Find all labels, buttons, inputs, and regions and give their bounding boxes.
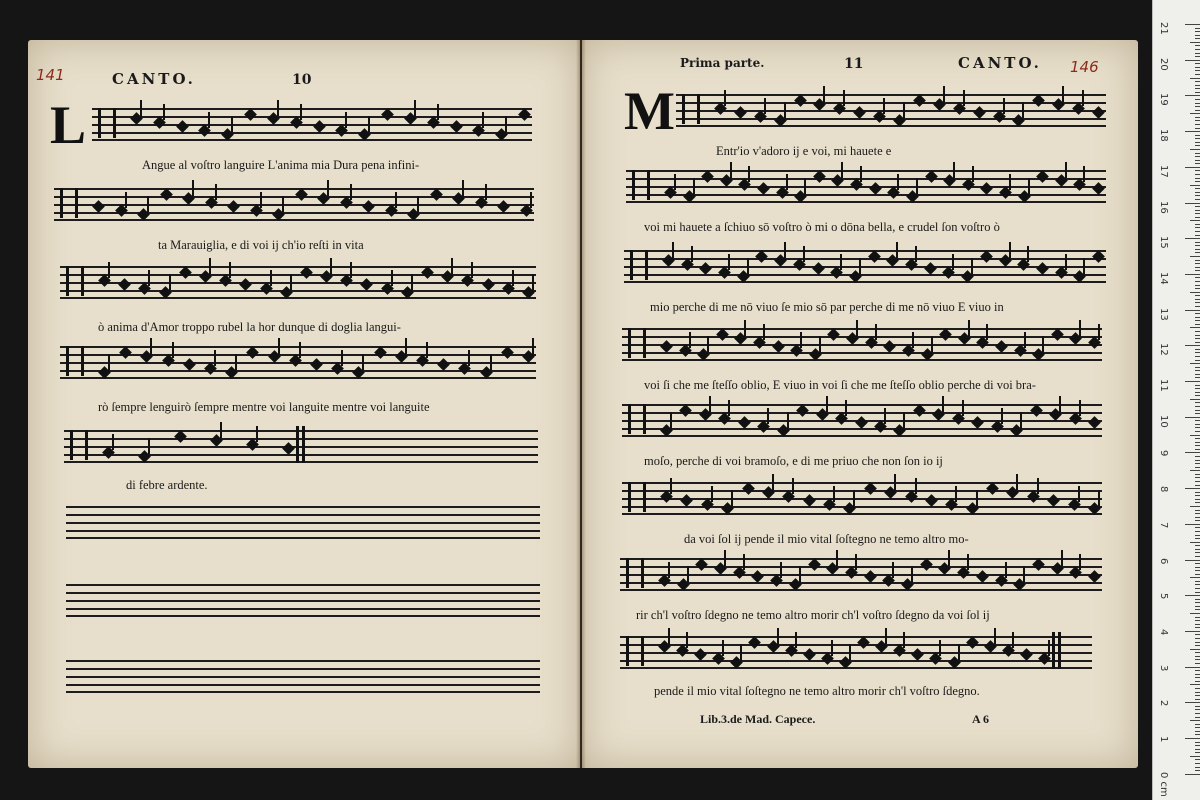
clef-icon — [628, 404, 646, 434]
music-staff — [60, 262, 536, 298]
ruler-label: 13 — [1158, 307, 1169, 321]
footer-signature-mark: A 6 — [972, 712, 990, 726]
note-head — [925, 494, 938, 507]
right-lyric-line-4: voi ſi che me ſteſſo oblio, E viuo in voi ſi che me ſteſſo oblio perche di voi bra- — [644, 378, 1036, 392]
page-gutter — [576, 40, 586, 768]
note-head — [808, 558, 821, 571]
note-head — [498, 200, 511, 213]
note-head — [1092, 106, 1105, 119]
clef-icon — [628, 482, 646, 512]
clef-icon — [630, 250, 648, 280]
note-head — [179, 266, 192, 279]
note-head — [857, 636, 870, 649]
right-lyric-line-7: rir ch'l voſtro ſdegno ne temo altro morir ch'l voſtro ſdegno da voi ſol ij — [636, 608, 990, 622]
left-handwritten-number: 141 — [36, 66, 65, 84]
note-head — [374, 346, 387, 359]
ruler-label: 16 — [1158, 200, 1169, 214]
note-head — [913, 94, 926, 107]
note-head — [980, 182, 993, 195]
left-page-number: 10 — [292, 72, 312, 88]
note-head — [300, 266, 313, 279]
music-staff — [620, 632, 1092, 668]
note-head — [924, 262, 937, 275]
note-head — [864, 570, 877, 583]
music-staff — [622, 324, 1102, 360]
ruler-label: 14 — [1158, 271, 1169, 285]
note-head — [700, 262, 713, 275]
note-head — [738, 416, 751, 429]
note-head — [883, 340, 896, 353]
music-staff — [66, 502, 540, 538]
note-head — [501, 346, 514, 359]
note-head — [437, 358, 450, 371]
ruler-label: 5 — [1158, 593, 1169, 600]
clef-icon — [626, 636, 644, 666]
left-lyric-line-2: ta Marauiglia, e di voi ij ch'io reſti in vita — [158, 238, 364, 252]
note-head — [812, 262, 825, 275]
note-head — [1088, 416, 1101, 429]
clef-icon — [66, 346, 84, 376]
note-head — [869, 182, 882, 195]
note-head — [986, 482, 999, 495]
note-head — [1092, 250, 1105, 263]
left-header-title: CANTO. — [112, 70, 196, 88]
ruler-label: 17 — [1158, 164, 1169, 178]
note-head — [361, 278, 374, 291]
note-head — [973, 106, 986, 119]
note-head — [716, 328, 729, 341]
left-lyric-line-4: rò ſempre lenguirò ſempre mentre voi languite mentre voi languite — [98, 400, 430, 414]
left-lyric-line-3: ò anima d'Amor troppo rubel la hor dunque di doglia langui- — [98, 320, 401, 334]
left-initial-letter: L — [50, 95, 87, 155]
note-head — [913, 404, 926, 417]
ruler-label: 7 — [1158, 521, 1169, 529]
note-head — [310, 358, 323, 371]
note-head — [176, 120, 189, 133]
bar-line — [302, 426, 305, 463]
note-head — [681, 494, 694, 507]
music-staff — [626, 166, 1106, 202]
right-lyric-line-2: voi mi hauete a ſchiuo sō voſtro ò mi o dōna bella, e crudel ſon voſtro ò — [644, 220, 1000, 234]
bar-line — [1058, 632, 1061, 669]
note-head — [864, 482, 877, 495]
ruler-label: 11 — [1158, 379, 1169, 392]
note-head — [756, 250, 769, 263]
music-staff — [624, 246, 1106, 282]
note-head — [183, 358, 196, 371]
right-header-title: CANTO. — [958, 54, 1042, 72]
note-head — [752, 570, 765, 583]
ruler-label: 3 — [1158, 664, 1169, 671]
note-head — [295, 188, 308, 201]
left-lyric-line-1: Angue al voſtro languire L'anima mia Dura pena infini- — [142, 158, 420, 172]
ruler-label: 18 — [1158, 129, 1169, 142]
note-head — [734, 106, 747, 119]
note-head — [421, 266, 434, 279]
note-head — [247, 346, 260, 359]
note-head — [796, 404, 809, 417]
note-head — [772, 340, 785, 353]
note-head — [450, 120, 463, 133]
right-lyric-line-1: Entr'io v'adoro ij e voi, mi hauete e — [716, 144, 892, 158]
note-head — [803, 494, 816, 507]
note-head — [680, 404, 693, 417]
ruler-label: 4 — [1158, 628, 1169, 636]
right-initial-letter: M — [624, 81, 675, 141]
note-head — [1036, 262, 1049, 275]
music-staff — [620, 554, 1102, 590]
note-head — [1088, 570, 1101, 583]
note-head — [813, 170, 826, 183]
right-page-number: 11 — [844, 56, 864, 72]
note-head — [980, 250, 993, 263]
ruler-label: 10 — [1158, 414, 1169, 428]
footer-signature: Lib.3.de Mad. Capece. — [700, 712, 816, 726]
note-head — [160, 188, 173, 201]
note-head — [1047, 494, 1060, 507]
music-staff — [92, 104, 532, 140]
right-lyric-line-8: pende il mio vital ſoſtegno ne temo altro morir ch'l voſtro ſdegno. — [654, 684, 980, 698]
note-head — [794, 94, 807, 107]
bar-line — [296, 426, 299, 463]
ruler-label: 8 — [1158, 486, 1169, 493]
ruler-label: 1 — [1158, 736, 1169, 743]
note-head — [828, 328, 841, 341]
note-head — [1036, 170, 1049, 183]
ruler-label: 20 — [1158, 57, 1169, 71]
measurement-ruler — [1152, 0, 1200, 800]
note-head — [660, 340, 673, 353]
note-head — [239, 278, 252, 291]
note-head — [1092, 182, 1105, 195]
music-staff — [622, 478, 1102, 514]
right-lyric-line-6: da voi ſol ij pende il mio vital ſoſtegno ne temo altro mo- — [684, 532, 969, 546]
right-lyric-line-3: mio perche di me nō viuo ſe mio sō par perche di me nō viuo E viuo in — [650, 300, 1004, 314]
ruler-label: 2 — [1158, 700, 1169, 707]
note-head — [1051, 328, 1064, 341]
clef-icon — [628, 328, 646, 358]
ruler-label: 19 — [1158, 93, 1169, 107]
music-staff — [54, 184, 534, 220]
note-head — [757, 182, 770, 195]
note-head — [853, 106, 866, 119]
note-head — [749, 636, 762, 649]
note-head — [227, 200, 240, 213]
music-staff — [676, 90, 1106, 126]
ruler-label: 9 — [1158, 450, 1169, 457]
note-head — [803, 648, 816, 661]
note-head — [920, 558, 933, 571]
note-head — [701, 170, 714, 183]
note-head — [482, 278, 495, 291]
note-head — [925, 170, 938, 183]
clef-icon — [70, 430, 88, 460]
note-head — [92, 200, 105, 213]
music-staff — [60, 342, 536, 378]
note-head — [1032, 558, 1045, 571]
music-staff — [64, 426, 538, 462]
ruler-label: 12 — [1158, 343, 1169, 357]
note-head — [1032, 94, 1045, 107]
note-head — [430, 188, 443, 201]
ruler-label: 21 — [1158, 22, 1169, 35]
right-lyric-line-5: moſo, perche di voi bramoſo, e di me priuo che non ſon io ij — [644, 454, 943, 468]
note-head — [381, 108, 394, 121]
note-head — [282, 442, 295, 455]
note-head — [868, 250, 881, 263]
note-head — [696, 558, 709, 571]
note-head — [1020, 648, 1033, 661]
note-head — [939, 328, 952, 341]
clef-icon — [98, 108, 116, 138]
note-head — [174, 430, 187, 443]
music-staff — [622, 400, 1102, 436]
note-head — [976, 570, 989, 583]
music-staff — [66, 656, 540, 692]
note-head — [855, 416, 868, 429]
note-head — [118, 278, 131, 291]
note-head — [995, 340, 1008, 353]
ruler-label: 6 — [1158, 557, 1169, 564]
ruler-label: 0 cm — [1158, 771, 1169, 797]
ruler-label: 15 — [1158, 236, 1169, 249]
clef-icon — [682, 94, 700, 124]
note-head — [742, 482, 755, 495]
note-head — [971, 416, 984, 429]
note-head — [362, 200, 375, 213]
note-head — [966, 636, 979, 649]
note-head — [313, 120, 326, 133]
clef-icon — [626, 558, 644, 588]
note-head — [119, 346, 132, 359]
clef-icon — [60, 188, 78, 218]
note-head — [518, 108, 531, 121]
right-part-label: Prima parte. — [680, 56, 765, 70]
note-head — [1030, 404, 1043, 417]
bar-line — [1052, 632, 1055, 669]
right-handwritten-number: 146 — [1070, 58, 1099, 76]
music-staff — [66, 580, 540, 616]
note-head — [244, 108, 257, 121]
clef-icon — [632, 170, 650, 200]
left-lyric-line-5: di febre ardente. — [126, 478, 208, 492]
clef-icon — [66, 266, 84, 296]
note-head — [694, 648, 707, 661]
note-head — [911, 648, 924, 661]
